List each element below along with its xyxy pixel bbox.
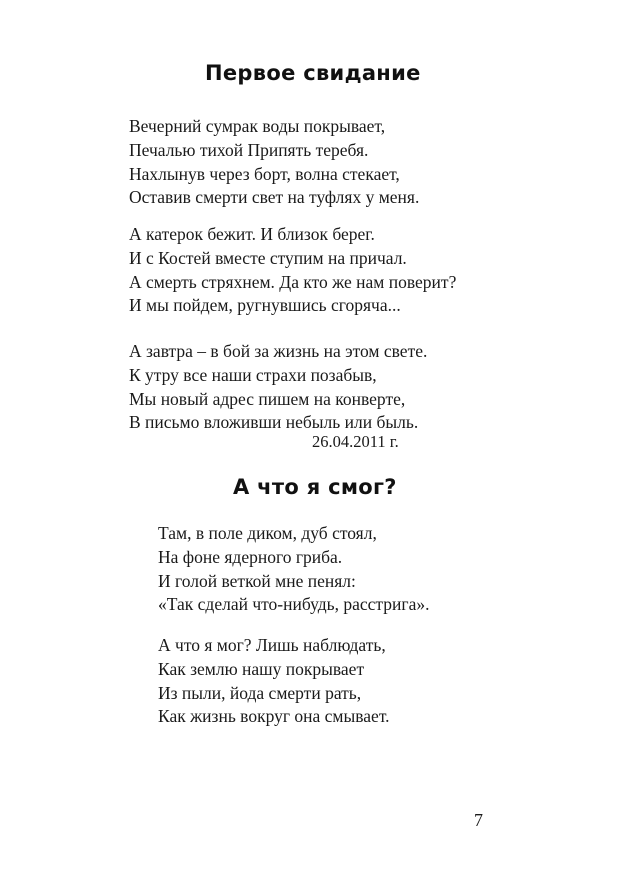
poem-line: Как жизнь вокруг она смывает.: [158, 706, 390, 727]
stanza: [158, 522, 429, 617]
stanza: [129, 115, 419, 210]
poem-line: К утру все наши страхи позабыв,: [129, 364, 377, 385]
stanza: [158, 634, 390, 729]
poem-title-what-could-i-do: А что я смог?: [233, 475, 397, 499]
stanza: [129, 340, 427, 435]
poem-line: Оставив смерти свет на туфлях у меня.: [129, 187, 420, 208]
poem-line: И с Костей вместе ступим на причал.: [129, 247, 407, 268]
poem-line: «Так сделай что-нибудь, расстрига».: [158, 594, 430, 615]
poem-line: Как землю нашу покрывает: [158, 658, 365, 679]
stanza: [129, 223, 456, 318]
poem-line: Мы новый адрес пишем на конверте,: [129, 388, 406, 409]
poem-line: Печалью тихой Припять теребя.: [129, 139, 369, 160]
poem-line: И мы пойдем, ругнувшись сгоряча...: [129, 295, 401, 316]
poem-title-first-date: Первое свидание: [205, 61, 421, 85]
poem-line: А что я мог? Лишь наблюдать,: [158, 635, 386, 655]
poem-line: В письмо вложивши небыль или быль.: [129, 412, 419, 433]
poem-line: А завтра – в бой за жизнь на этом свете.: [129, 341, 428, 361]
page-number: 7: [474, 810, 483, 830]
poem-line: Нахлынув через борт, волна стекает,: [129, 163, 400, 184]
poem-date: 26.04.2011 г.: [312, 432, 399, 451]
poem-line: Из пыли, йода смерти рать,: [158, 682, 362, 703]
poem-line: На фоне ядерного гриба.: [158, 546, 343, 567]
poem-line: А смерть стряхнем. Да кто же нам поверит?: [129, 271, 457, 292]
poem-line: Там, в поле диком, дуб стоял,: [158, 523, 377, 543]
poem-line: Вечерний сумрак воды покрывает,: [129, 116, 386, 136]
poem-line: И голой веткой мне пенял:: [158, 570, 356, 591]
poem-line: А катерок бежит. И близок берег.: [129, 224, 375, 244]
